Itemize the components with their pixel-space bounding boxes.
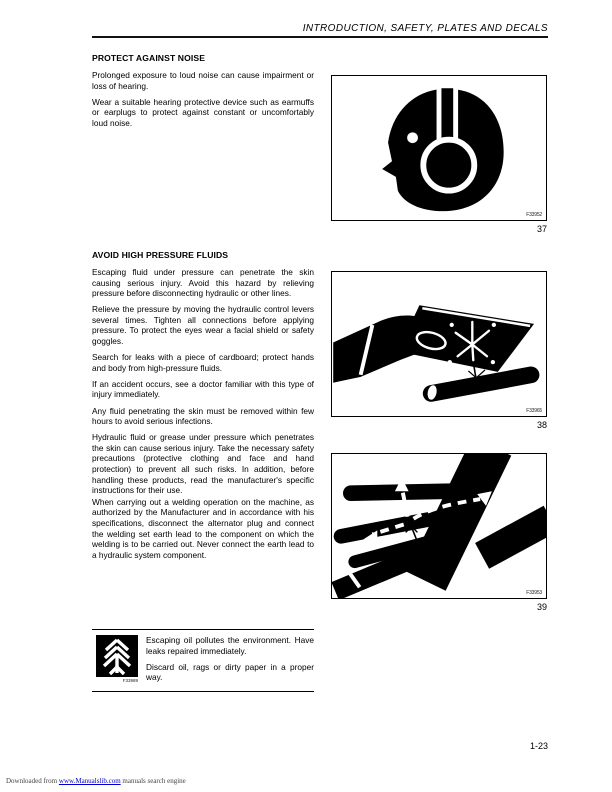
footer-suffix: manuals search engine <box>120 777 186 785</box>
paragraph: Prolonged exposure to loud noise can cause impairment or loss of hearing. <box>92 70 314 91</box>
paragraph: Hydraulic fluid or grease under pressure which penetrates the skin can cause serious injury. Take the necessary safety precautions (protective clothing and face and hand protection) to prevent all such risks. In addition, before handling these products, read the manufacturer's specific instructions for their use. <box>92 432 314 496</box>
header-rule <box>92 36 548 38</box>
figure-number: 39 <box>536 602 547 612</box>
paragraph: Wear a suitable hearing protective device such as earmuffs or earplugs to protect against constant or uncomfortably loud noise. <box>92 96 314 128</box>
manualslib-link[interactable]: www.Manualslib.com <box>58 777 121 785</box>
environment-note <box>92 629 314 692</box>
figure-number: 37 <box>536 224 547 234</box>
paragraph: Any fluid penetrating the skin must be removed within few hours to avoid serious infections. <box>92 405 314 427</box>
section-protect-against-noise <box>92 53 314 134</box>
fluid-injection-hand-icon <box>332 454 546 598</box>
paragraph: If an accident occurs, see a doctor familiar with this type of injury immediately. <box>92 378 314 400</box>
section-heading: PROTECT AGAINST NOISE <box>92 53 206 63</box>
page-header-title: INTRODUCTION, SAFETY, PLATES AND DECALS <box>302 23 548 34</box>
footer-watermark <box>6 777 186 785</box>
section-heading: AVOID HIGH PRESSURE FLUIDS <box>92 250 229 260</box>
note-paragraph: Discard oil, rags or dirty paper in a proper way. <box>146 661 314 683</box>
hearing-protection-head-icon <box>332 76 546 220</box>
note-icon-code: F33989 <box>122 678 138 683</box>
section-avoid-high-pressure-fluids <box>92 250 314 566</box>
figure-code: F33965 <box>526 408 542 414</box>
cardboard-leak-check-icon <box>332 272 546 416</box>
figure-39-frame <box>331 453 547 599</box>
figure-code: F33952 <box>526 212 542 218</box>
footer-prefix: Downloaded from <box>6 777 59 785</box>
paragraph: Escaping fluid under pressure can penetrate the skin causing serious injury. Avoid this hazard by relieving pressure before disconnecting hydraulic or other lines. <box>92 267 314 299</box>
note-paragraph: Escaping oil pollutes the environment. Have leaks repaired immediately. <box>146 635 314 656</box>
figure-number: 38 <box>536 420 547 430</box>
note-text <box>146 635 314 683</box>
figure-37-frame <box>331 75 547 221</box>
figure-38-frame <box>331 271 547 417</box>
paragraph: Search for leaks with a piece of cardboard; protect hands and body from high-pressure fluids. <box>92 352 314 373</box>
environment-pine-tree-icon <box>96 635 138 677</box>
paragraph: When carrying out a welding operation on the machine, as authorized by the Manufacturer and in accordance with his specifications, disconnect the alternator plug and connect the welding set earth lead to the component on which the welding is to be carried out. Never connect the earth lead to a hydraulic system component. <box>92 496 314 560</box>
figure-code: F33953 <box>526 590 542 596</box>
paragraph: Relieve the pressure by moving the hydraulic control levers several times. Tighten all connections before applying pressure. To protect the eyes wear a facial shield or safety goggles. <box>92 304 314 347</box>
page-number: 1-23 <box>529 741 548 751</box>
